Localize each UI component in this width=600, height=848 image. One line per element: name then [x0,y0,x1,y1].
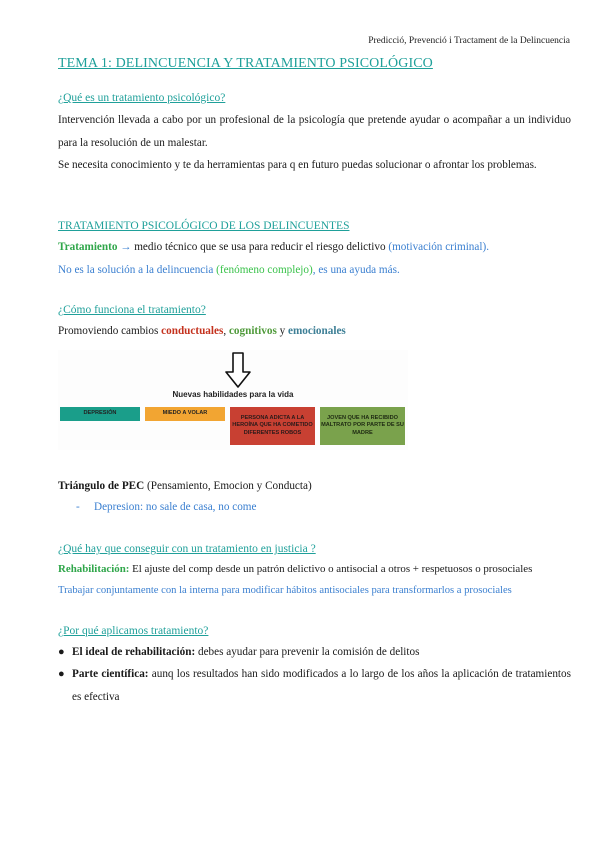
dash-bullet: - [76,501,80,513]
work-jointly-line: Trabajar conjuntamente con la interna para modificar hábitos antisociales para transformarlos a prosociales [58,585,512,596]
section-heading-what-is: ¿Qué es un tratamiento psicológico? [58,92,226,104]
paragraph-knowledge: Se necesita conocimiento y te da herramientas para q en futuro puedas solucionar o afrontar los problemas. [58,159,537,171]
bullet-scientific: Parte científica: aunq los resultados han sido modificados a lo largo de los años la aplicación de tratamientos es efectiva [72,668,571,703]
treatment-definition: Tratamiento → medio técnico que se usa para reducir el riesgo delictivo (motivación criminal). [58,241,489,253]
pec-example: Depresion: no sale de casa, no come [94,501,257,513]
box-depresion: DEPRESIÓN [60,407,140,421]
section-heading-why: ¿Por qué aplicamos tratamiento? [58,625,209,637]
rehabilitation-label: Rehabilitación: [58,563,130,575]
pec-label: Triángulo de PEC [58,480,145,492]
page-header: Predicció, Prevenció i Tractament de la Delincuencia [368,36,570,46]
treatment-note: No es la solución a la delincuencia (fenómeno complejo), es una ayuda más. [58,264,400,276]
box-persona-adicta: PERSONA ADICTA A LA HEROÍNA QUE HA COMETIDO DIFERENTES ROBOS [230,407,315,445]
figure-caption: Nuevas habilidades para la vida [172,390,294,399]
box-joven-maltrato: JOVEN QUE HA RECIBIDO MALTRATO POR PARTE DE SU MADRE [320,407,405,445]
pec-triangle: Triángulo de PEC (Pensamiento, Emocion y Conducta) [58,480,312,492]
bullet-icon: ● [58,646,65,658]
bullet-rehab-ideal: El ideal de rehabilitación: debes ayudar para prevenir la comisión de delitos [72,646,420,658]
right-arrow-icon: → [120,241,132,253]
bullet-icon: ● [58,668,65,680]
changes-line: Promoviendo cambios conductuales, cognitivos y emocionales [58,325,346,337]
paragraph-intervention: Intervención llevada a cabo por un profesional de la psicología que pretende ayudar o acompañar a un individuo para la resolución de un malestar. [58,114,571,149]
down-arrow-icon [225,352,251,388]
section-heading-offenders: TRATAMIENTO PSICOLÓGICO DE LOS DELINCUENTES [58,220,350,232]
rehabilitation-line: Rehabilitación: El ajuste del comp desde un patrón delictivo o antisocial a otros + respetuosos o prosociales [58,563,533,575]
page-title: TEMA 1: DELINCUENCIA Y TRATAMIENTO PSICOLÓGICO [58,56,433,71]
treatment-label: Tratamiento [58,241,118,253]
box-miedo-volar: MIEDO A VOLAR [145,407,225,421]
section-heading-how: ¿Cómo funciona el tratamiento? [58,304,206,316]
skills-figure [58,350,408,450]
section-heading-justice: ¿Qué hay que conseguir con un tratamiento en justicia ? [58,543,316,555]
